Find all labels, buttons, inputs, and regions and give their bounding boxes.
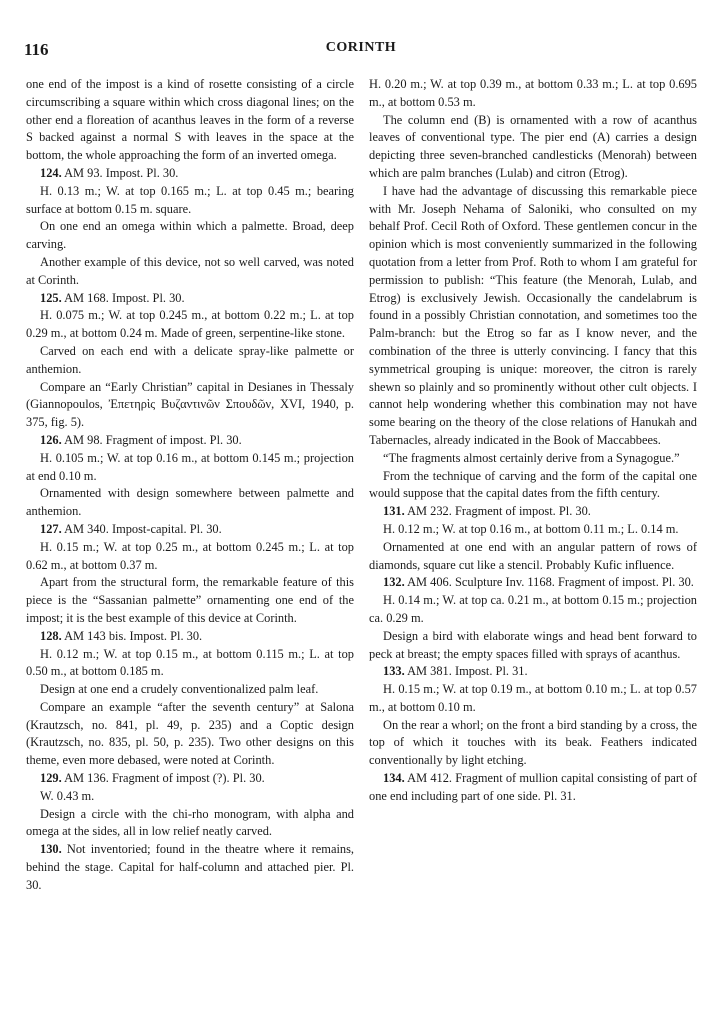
paragraph: H. 0.12 m.; W. at top 0.15 m., at bottom 0.115 m.; L. at top 0.50 m., at bottom 0.185 m. [26, 646, 354, 679]
paragraph: H. 0.13 m.; W. at top 0.165 m.; L. at top 0.45 m.; bearing surface at bottom 0.15 m. square. [26, 183, 354, 216]
entry-number: 125. [40, 290, 62, 305]
entry-number: 134. [383, 771, 405, 786]
paragraph: “The fragments almost certainly derive from a Synagogue.” [383, 450, 680, 465]
catalogue-entry [26, 770, 354, 788]
entry-number: 127. [40, 521, 62, 536]
paragraph: On one end an omega within which a palmette. Broad, deep carving. [26, 219, 354, 252]
entry-heading: AM 136. Fragment of impost (?). Pl. 30. [61, 771, 265, 786]
paragraph: Carved on each end with a delicate spray-like palmette or anthemion. [26, 343, 354, 376]
catalogue-entry [369, 663, 697, 681]
paragraph: The column end (B) is ornamented with a row of acanthus leaves of conventional type. The pier end (A) carries a design depicting three seven-branched candlesticks (Menorah) between which are palm branches (Lulab) and citron (Etrog). [369, 112, 697, 180]
entry-heading: AM 340. Impost-capital. Pl. 30. [61, 521, 222, 536]
paragraph: H. 0.15 m.; W. at top 0.25 m., at bottom 0.245 m.; L. at top 0.62 m., at bottom 0.37 m. [26, 539, 354, 572]
paragraph: H. 0.105 m.; W. at top 0.16 m., at bottom 0.145 m.; projection at end 0.10 m. [26, 450, 354, 483]
entry-heading: AM 93. Impost. Pl. 30. [61, 165, 179, 180]
entry-heading: AM 381. Impost. Pl. 31. [404, 664, 528, 679]
paragraph: Design a bird with elaborate wings and head bent forward to peck at breast; the empty spaces filled with sprays of acanthus. [369, 628, 697, 661]
catalogue-entry [26, 521, 354, 539]
catalogue-entry [369, 574, 697, 592]
catalogue-entry [26, 290, 354, 308]
entry-heading: AM 412. Fragment of mullion capital consisting of part of one end including part of one side. Pl. 31. [369, 771, 697, 803]
entry-number: 126. [40, 432, 62, 447]
entry-number: 131. [383, 504, 405, 519]
entry-number: 128. [40, 628, 62, 643]
entry-heading: AM 232. Fragment of impost. Pl. 30. [404, 504, 591, 519]
catalogue-entry [26, 841, 354, 894]
catalogue-entry [26, 628, 354, 646]
paragraph: Another example of this device, not so well carved, was noted at Corinth. [26, 254, 354, 287]
catalogue-entry [369, 503, 697, 521]
entry-heading: AM 406. Sculpture Inv. 1168. Fragment of impost. Pl. 30. [404, 575, 694, 590]
entry-number: 129. [40, 771, 62, 786]
entry-heading: AM 98. Fragment of impost. Pl. 30. [61, 432, 242, 447]
paragraph: one end of the impost is a kind of rosette consisting of a circle circumscribing a square within which cross diagonal lines; on the other end a floreation of acanthus leaves in the form of a reverse S backed against a normal S with leaves in the space at the bottom, the whole approaching the form of an inverted omega. [26, 77, 354, 163]
paragraph: On the rear a whorl; on the front a bird standing by a cross, the top of which it touches with its beak. Feathers indicated conventionally by light etching. [369, 717, 697, 768]
paragraph: W. 0.43 m. [40, 788, 95, 803]
entry-heading: AM 143 bis. Impost. Pl. 30. [61, 628, 203, 643]
paragraph: I have had the advantage of discussing this remarkable piece with Mr. Joseph Nehama of Saloniki, who consulted on my behalf Prof. Cecil Roth of Oxford. These gentlemen concur in the opinion which is most conveniently summarized in the following quotation from a letter from Prof. Roth to whom I am grateful for permission to publish: “This feature (the Menorah, Lulab, and Etrog) is exclusively Jewish. Occasionally the candelabrum is found in a possibly Christian connotation, and sometimes too the Palm-branch: but the Etrog so far as I know never, and the combination of the three is utterly convincing. I fancy that this symmetrical grouping is unique: moreover, the citron is rarely shewn so plainly and so prominently without other cult objects. I cannot help wondering whether this combination may not have some bearing on the theory of the close relations of Hanukah and Tabernacles, already indicated in the Book of Maccabbees. [369, 183, 697, 447]
paragraph: Apart from the structural form, the remarkable feature of this piece is the “Sassanian palmette” ornamenting one end of the impost; it is the best example of this device at Corinth. [26, 575, 354, 625]
right-column [369, 76, 697, 806]
left-column [26, 76, 354, 895]
paragraph: Ornamented with design somewhere between palmette and anthemion. [26, 486, 354, 519]
running-title: CORINTH [325, 40, 397, 55]
paragraph: H. 0.075 m.; W. at top 0.245 m., at bottom 0.22 m.; L. at top 0.29 m., at bottom 0.24 m. Made of green, serpentine-like stone. [26, 308, 354, 341]
page-header [24, 40, 698, 62]
paragraph: H. 0.20 m.; W. at top 0.39 m., at bottom 0.33 m.; L. at top 0.695 m., at bottom 0.53 m. [369, 77, 697, 109]
entry-heading: Not inventoried; found in the theatre where it remains, behind the stage. Capital for half-column and attached pier. Pl. 30. [26, 842, 354, 892]
paragraph: Ornamented at one end with an angular pattern of rows of diamonds, square cut like a stencil. Probably Kufic influence. [369, 539, 697, 572]
entry-number: 132. [383, 575, 405, 590]
page-number: 116 [24, 40, 49, 59]
catalogue-entry [369, 770, 697, 806]
paragraph: From the technique of carving and the form of the capital one would suppose that the capital dates from the fifth century. [369, 468, 697, 501]
entry-number: 130. [40, 842, 62, 857]
catalogue-entry [26, 432, 354, 450]
catalogue-entry [26, 165, 354, 183]
paragraph: Design a circle with the chi-rho monogram, with alpha and omega at the sides, all in low relief neatly carved. [26, 806, 354, 839]
paragraph: H. 0.15 m.; W. at top 0.19 m., at bottom 0.10 m.; L. at top 0.57 m., at bottom 0.10 m. [369, 682, 697, 714]
entry-number: 133. [383, 664, 405, 679]
paragraph: Compare an “Early Christian” capital in Desianes in Thessaly (Giannopoulos, Ἐπετηρὶς Βυζαντινῶν Σπουδῶν, XVI, 1940, p. 375, fig. 5). [26, 379, 354, 430]
paragraph: Design at one end a crudely conventionalized palm leaf. [40, 682, 319, 697]
paragraph: Compare an example “after the seventh century” at Salona (Krautzsch, no. 841, pl. 49, p. 235) and a Coptic design (Krautzsch, no. 835, pl. 50, p. 235). Two other designs on this theme, even more debased, were noted at Corinth. [26, 699, 354, 768]
entry-heading: AM 168. Impost. Pl. 30. [61, 290, 185, 305]
entry-number: 124. [40, 165, 62, 180]
paragraph: H. 0.14 m.; W. at top ca. 0.21 m., at bottom 0.15 m.; projection ca. 0.29 m. [369, 593, 697, 625]
paragraph: H. 0.12 m.; W. at top 0.16 m., at bottom 0.11 m.; L. 0.14 m. [383, 521, 679, 536]
